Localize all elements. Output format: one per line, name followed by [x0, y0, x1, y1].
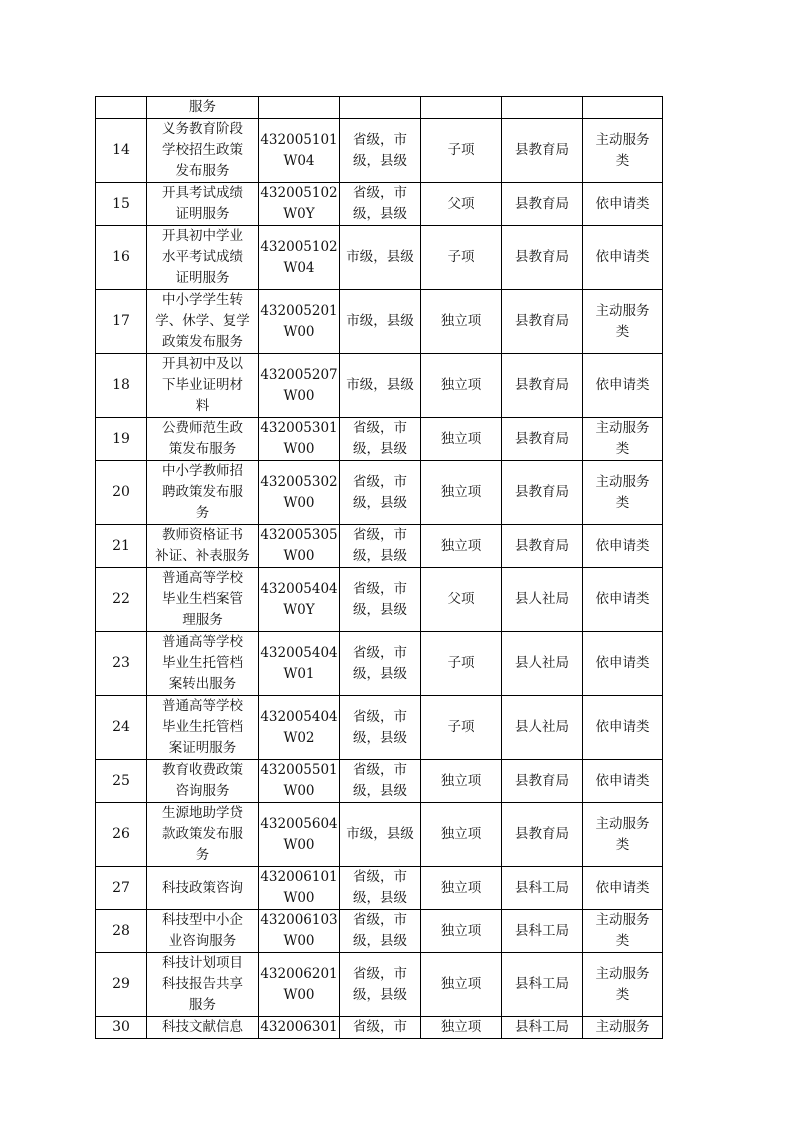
row-number: 22 — [112, 591, 130, 607]
table-row — [96, 525, 663, 568]
service-category: 主动服务 — [595, 1019, 650, 1035]
table-row — [96, 461, 663, 525]
service-code-cell — [259, 290, 340, 354]
service-level-cell — [340, 696, 421, 760]
item-type-cell — [421, 696, 502, 760]
service-name: 服务 — [189, 99, 216, 115]
service-code: 432005404 W02 — [260, 708, 338, 746]
service-level-cell — [340, 461, 421, 525]
service-level: 省级，市 级，县级 — [353, 131, 407, 169]
department: 县教育局 — [515, 377, 569, 393]
service-name-cell — [147, 696, 259, 760]
row-number-cell — [96, 290, 147, 354]
item-type: 独立项 — [440, 826, 482, 842]
service-code: 432006301 — [260, 1019, 338, 1035]
row-number-cell — [96, 354, 147, 418]
service-code-cell — [259, 97, 340, 119]
item-type-cell — [421, 97, 502, 119]
table-row — [96, 632, 663, 696]
row-number-cell — [96, 525, 147, 568]
service-category-cell — [583, 867, 663, 910]
service-category: 依申请类 — [595, 249, 650, 265]
row-number: 27 — [112, 879, 130, 896]
service-name-cell — [147, 290, 259, 354]
department: 县教育局 — [515, 249, 569, 265]
department-cell — [502, 760, 583, 803]
department-cell — [502, 568, 583, 632]
service-category: 依申请类 — [595, 537, 650, 554]
item-type: 子项 — [447, 655, 475, 671]
department-cell — [502, 354, 583, 418]
service-category-cell — [583, 910, 663, 953]
row-number-cell — [96, 696, 147, 760]
row-number: 30 — [112, 1019, 130, 1035]
service-level-cell — [340, 418, 421, 461]
item-type-cell — [421, 760, 502, 803]
service-category: 主动服务 类 — [595, 473, 650, 511]
department-cell — [502, 97, 583, 119]
row-number-cell — [96, 1017, 147, 1039]
row-number-cell — [96, 632, 147, 696]
department: 县教育局 — [515, 826, 569, 842]
service-code: 432005102 W0Y — [260, 185, 338, 222]
service-name-cell — [147, 418, 259, 461]
service-code-cell — [259, 632, 340, 696]
department: 县教育局 — [515, 484, 569, 500]
service-code: 432005404 W0Y — [260, 580, 338, 618]
service-name: 生源地助学贷 款政策发布服 务 — [162, 805, 243, 863]
service-category: 依申请类 — [595, 719, 650, 735]
department: 县科工局 — [515, 1019, 569, 1035]
row-number: 24 — [112, 719, 130, 735]
department: 县教育局 — [515, 430, 569, 447]
service-code: 432005604 W00 — [260, 815, 338, 853]
department-cell — [502, 119, 583, 183]
department-cell — [502, 461, 583, 525]
item-type-cell — [421, 632, 502, 696]
item-type: 独立项 — [440, 537, 482, 554]
department: 县人社局 — [515, 719, 569, 735]
service-code-cell — [259, 119, 340, 183]
service-category: 主动服务 类 — [595, 420, 650, 457]
item-type-cell — [421, 226, 502, 290]
item-type: 子项 — [447, 719, 475, 735]
service-name-cell — [147, 119, 259, 183]
row-number: 15 — [112, 195, 130, 212]
service-name: 科技政策咨询 — [162, 879, 243, 896]
department-cell — [502, 632, 583, 696]
item-type: 独立项 — [440, 430, 482, 447]
item-type: 独立项 — [440, 484, 482, 500]
service-category: 依申请类 — [595, 591, 650, 607]
service-code: 432005301 W00 — [260, 420, 338, 457]
row-number: 26 — [112, 826, 130, 842]
service-code-cell — [259, 568, 340, 632]
department-cell — [502, 910, 583, 953]
item-type-cell — [421, 803, 502, 867]
row-number-cell — [96, 953, 147, 1017]
service-name-cell — [147, 1017, 259, 1039]
item-type: 独立项 — [440, 879, 482, 896]
table-row — [96, 97, 663, 119]
department-cell — [502, 418, 583, 461]
service-code: 432005201 W00 — [260, 302, 338, 340]
service-level-cell — [340, 119, 421, 183]
service-level-cell — [340, 910, 421, 953]
service-level: 省级，市 级，县级 — [353, 473, 407, 511]
table-row — [96, 1017, 663, 1039]
row-number-cell — [96, 803, 147, 867]
service-code: 432006103 W00 — [260, 912, 338, 949]
service-list-table — [95, 96, 663, 1039]
service-code-cell — [259, 183, 340, 226]
service-code-cell — [259, 226, 340, 290]
item-type: 独立项 — [440, 772, 482, 789]
table-row — [96, 568, 663, 632]
service-code-cell — [259, 910, 340, 953]
service-level-cell — [340, 525, 421, 568]
item-type-cell — [421, 183, 502, 226]
item-type-cell — [421, 418, 502, 461]
service-category: 主动服务 类 — [595, 965, 650, 1003]
row-number: 17 — [112, 313, 130, 329]
service-level: 省级，市 级，县级 — [353, 912, 407, 949]
service-level-cell — [340, 1017, 421, 1039]
service-level-cell — [340, 97, 421, 119]
service-level: 市级，县级 — [346, 377, 414, 393]
service-level-cell — [340, 867, 421, 910]
service-category-cell — [583, 461, 663, 525]
service-category-cell — [583, 97, 663, 119]
table-row — [96, 953, 663, 1017]
service-code-cell — [259, 354, 340, 418]
service-code-cell — [259, 525, 340, 568]
service-name: 普通高等学校 毕业生档案管 理服务 — [162, 570, 243, 628]
service-level: 市级，县级 — [346, 826, 414, 842]
department-cell — [502, 183, 583, 226]
service-category: 依申请类 — [595, 655, 650, 671]
service-category: 依申请类 — [595, 377, 650, 393]
service-code-cell — [259, 696, 340, 760]
item-type-cell — [421, 290, 502, 354]
department: 县科工局 — [515, 922, 569, 939]
service-category-cell — [583, 696, 663, 760]
service-code: 432005302 W00 — [260, 473, 338, 511]
service-category-cell — [583, 183, 663, 226]
service-category: 主动服务 类 — [595, 131, 650, 169]
department: 县科工局 — [515, 879, 569, 896]
row-number-cell — [96, 867, 147, 910]
service-code-cell — [259, 760, 340, 803]
department-cell — [502, 525, 583, 568]
service-name: 开具初中学业 水平考试成绩 证明服务 — [162, 228, 243, 286]
department: 县教育局 — [515, 772, 569, 789]
service-category: 主动服务 类 — [595, 912, 650, 949]
table-row — [96, 910, 663, 953]
service-name-cell — [147, 910, 259, 953]
service-code: 432006201 W00 — [260, 965, 338, 1003]
service-name: 教师资格证书 补证、补表服务 — [155, 527, 250, 564]
service-category-cell — [583, 803, 663, 867]
service-category: 依申请类 — [595, 772, 650, 789]
service-category: 主动服务 类 — [595, 302, 650, 340]
item-type: 父项 — [447, 195, 475, 212]
service-level-cell — [340, 632, 421, 696]
row-number: 20 — [112, 484, 130, 500]
item-type: 独立项 — [440, 922, 482, 939]
item-type: 独立项 — [440, 976, 482, 992]
service-category-cell — [583, 226, 663, 290]
service-level: 省级，市 — [353, 1019, 407, 1035]
row-number: 18 — [112, 377, 130, 393]
department-cell — [502, 1017, 583, 1039]
service-level: 省级，市 级，县级 — [353, 580, 407, 618]
item-type-cell — [421, 354, 502, 418]
item-type-cell — [421, 461, 502, 525]
table-row — [96, 760, 663, 803]
item-type-cell — [421, 867, 502, 910]
service-code: 432006101 W00 — [260, 869, 338, 906]
service-level-cell — [340, 568, 421, 632]
item-type: 独立项 — [440, 377, 482, 393]
item-type-cell — [421, 525, 502, 568]
department-cell — [502, 803, 583, 867]
service-category-cell — [583, 418, 663, 461]
item-type-cell — [421, 119, 502, 183]
service-name-cell — [147, 354, 259, 418]
row-number: 21 — [112, 537, 130, 554]
service-name-cell — [147, 461, 259, 525]
service-name-cell — [147, 867, 259, 910]
service-level: 省级，市 级，县级 — [353, 644, 407, 682]
department-cell — [502, 290, 583, 354]
service-level-cell — [340, 290, 421, 354]
service-category-cell — [583, 354, 663, 418]
service-level: 省级，市 级，县级 — [353, 185, 407, 222]
service-level: 省级，市 级，县级 — [353, 527, 407, 564]
service-level: 省级，市 级，县级 — [353, 965, 407, 1003]
department: 县教育局 — [515, 142, 569, 158]
service-name: 开具初中及以 下毕业证明材 料 — [162, 356, 243, 414]
department: 县人社局 — [515, 655, 569, 671]
service-code: 432005501 W00 — [260, 762, 338, 799]
item-type: 独立项 — [440, 313, 482, 329]
row-number: 23 — [112, 655, 130, 671]
row-number-cell — [96, 183, 147, 226]
service-category-cell — [583, 760, 663, 803]
service-name: 普通高等学校 毕业生托管档 案转出服务 — [162, 634, 243, 692]
service-name-cell — [147, 568, 259, 632]
service-category-cell — [583, 119, 663, 183]
service-code-cell — [259, 803, 340, 867]
item-type: 父项 — [447, 591, 475, 607]
service-category-cell — [583, 568, 663, 632]
row-number-cell — [96, 760, 147, 803]
item-type: 子项 — [447, 142, 475, 158]
item-type-cell — [421, 910, 502, 953]
table-row — [96, 183, 663, 226]
service-name: 中小学学生转 学、休学、复学 政策发布服务 — [155, 292, 250, 350]
service-name-cell — [147, 953, 259, 1017]
service-code-cell — [259, 418, 340, 461]
service-code-cell — [259, 461, 340, 525]
service-level: 市级，县级 — [346, 313, 414, 329]
table-row — [96, 867, 663, 910]
service-name-cell — [147, 632, 259, 696]
department-cell — [502, 953, 583, 1017]
item-type-cell — [421, 953, 502, 1017]
department: 县教育局 — [515, 195, 569, 212]
item-type-cell — [421, 1017, 502, 1039]
table-row — [96, 119, 663, 183]
service-level: 省级，市 级，县级 — [353, 762, 407, 799]
service-name: 普通高等学校 毕业生托管档 案证明服务 — [162, 698, 243, 756]
service-name: 科技型中小企 业咨询服务 — [162, 912, 243, 949]
department-cell — [502, 867, 583, 910]
row-number: 28 — [112, 922, 130, 939]
service-code-cell — [259, 1017, 340, 1039]
row-number: 29 — [112, 976, 130, 992]
service-name-cell — [147, 226, 259, 290]
service-name-cell — [147, 760, 259, 803]
service-code: 432005101 W04 — [260, 131, 338, 169]
service-code-cell — [259, 953, 340, 1017]
item-type-cell — [421, 568, 502, 632]
row-number-cell — [96, 119, 147, 183]
department-cell — [502, 696, 583, 760]
service-category-cell — [583, 1017, 663, 1039]
service-code: 432005207 W00 — [260, 366, 338, 404]
service-name: 中小学教师招 聘政策发布服 务 — [162, 463, 243, 521]
table-row — [96, 290, 663, 354]
service-category-cell — [583, 290, 663, 354]
service-level-cell — [340, 803, 421, 867]
service-name: 科技文献信息 — [162, 1019, 243, 1035]
row-number-cell — [96, 97, 147, 119]
table-row — [96, 803, 663, 867]
row-number: 19 — [112, 430, 130, 447]
service-level: 省级，市 级，县级 — [353, 708, 407, 746]
department: 县教育局 — [515, 537, 569, 554]
service-name-cell — [147, 525, 259, 568]
table-row — [96, 354, 663, 418]
row-number: 14 — [112, 142, 130, 158]
service-code: 432005404 W01 — [260, 644, 338, 682]
service-level-cell — [340, 760, 421, 803]
service-name: 义务教育阶段 学校招生政策 发布服务 — [162, 121, 243, 179]
service-level: 省级，市 级，县级 — [353, 869, 407, 906]
service-level-cell — [340, 226, 421, 290]
service-level: 省级，市 级，县级 — [353, 420, 407, 457]
service-category-cell — [583, 632, 663, 696]
service-code: 432005305 W00 — [260, 527, 338, 564]
service-code: 432005102 W04 — [260, 238, 338, 276]
table-row — [96, 696, 663, 760]
service-category-cell — [583, 525, 663, 568]
item-type: 独立项 — [440, 1019, 482, 1035]
row-number-cell — [96, 461, 147, 525]
service-code-cell — [259, 867, 340, 910]
table-row — [96, 418, 663, 461]
service-category: 依申请类 — [595, 195, 650, 212]
service-name: 开具考试成绩 证明服务 — [162, 185, 243, 222]
service-category-cell — [583, 953, 663, 1017]
service-name-cell — [147, 803, 259, 867]
row-number-cell — [96, 568, 147, 632]
department: 县人社局 — [515, 591, 569, 607]
row-number-cell — [96, 418, 147, 461]
service-name: 公费师范生政 策发布服务 — [162, 420, 243, 457]
service-name-cell — [147, 183, 259, 226]
service-category: 主动服务 类 — [595, 815, 650, 853]
department: 县科工局 — [515, 976, 569, 992]
service-name-cell — [147, 97, 259, 119]
service-level-cell — [340, 354, 421, 418]
department-cell — [502, 226, 583, 290]
row-number-cell — [96, 226, 147, 290]
service-category: 依申请类 — [595, 879, 650, 896]
row-number-cell — [96, 910, 147, 953]
service-level: 市级，县级 — [346, 249, 414, 265]
row-number: 16 — [112, 249, 130, 265]
item-type: 子项 — [447, 249, 475, 265]
service-name: 科技计划项目 科技报告共享 服务 — [162, 955, 243, 1013]
department: 县教育局 — [515, 313, 569, 329]
service-level-cell — [340, 183, 421, 226]
row-number: 25 — [112, 772, 130, 789]
service-level-cell — [340, 953, 421, 1017]
service-name: 教育收费政策 咨询服务 — [162, 762, 243, 799]
table-row — [96, 226, 663, 290]
